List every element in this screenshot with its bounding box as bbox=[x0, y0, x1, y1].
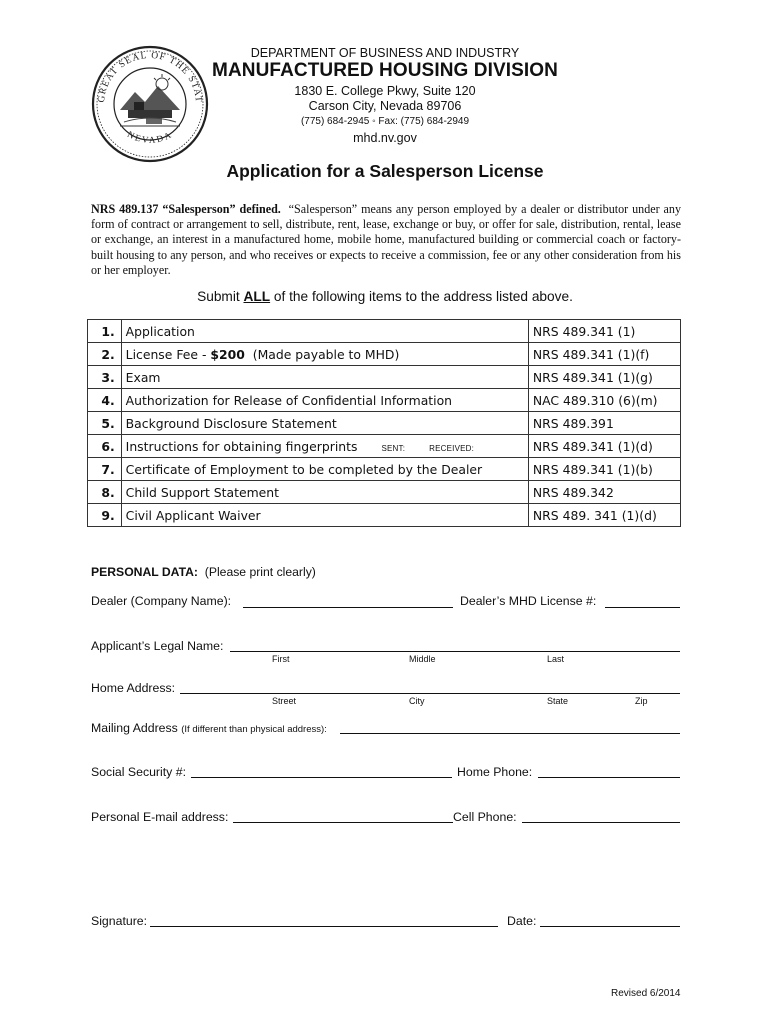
submit-prefix: Submit bbox=[197, 289, 244, 304]
home-address-label: Home Address: bbox=[91, 681, 176, 695]
item-statute: NRS 489.341 (1)(g) bbox=[528, 366, 680, 389]
received-label: RECEIVED: bbox=[429, 443, 475, 453]
table-row bbox=[88, 458, 681, 481]
item-description: Authorization for Release of Confidential Information bbox=[121, 389, 528, 412]
middle-name-caption: Middle bbox=[409, 654, 436, 664]
item-statute: NRS 489.341 (1) bbox=[528, 320, 680, 343]
required-items-table bbox=[87, 319, 681, 527]
table-row bbox=[88, 389, 681, 412]
item-number: 7. bbox=[88, 458, 122, 481]
cell-phone-field[interactable] bbox=[522, 822, 680, 823]
form-title: Application for a Salesperson License bbox=[226, 161, 544, 181]
dealer-label: Dealer (Company Name): bbox=[91, 594, 232, 608]
home-phone-field[interactable] bbox=[538, 777, 680, 778]
zip-caption: Zip bbox=[635, 696, 648, 706]
legal-name-field[interactable] bbox=[230, 651, 680, 652]
table-row bbox=[88, 435, 681, 458]
item-statute: NRS 489.342 bbox=[528, 481, 680, 504]
item-description: Certificate of Employment to be completed by the Dealer bbox=[121, 458, 528, 481]
item-statute: NRS 489.341 (1)(d) bbox=[528, 435, 680, 458]
street-caption: Street bbox=[272, 696, 297, 706]
state-caption: State bbox=[547, 696, 569, 706]
item-number: 5. bbox=[88, 412, 122, 435]
item-number: 4. bbox=[88, 389, 122, 412]
fingerprint-label: Instructions for obtaining fingerprints bbox=[125, 438, 358, 454]
personal-note: (Please print clearly) bbox=[204, 565, 316, 579]
item-description: Civil Applicant Waiver bbox=[121, 504, 528, 527]
table-row bbox=[88, 343, 681, 366]
table-row bbox=[88, 320, 681, 343]
home-address-field[interactable] bbox=[180, 693, 680, 694]
item-statute: NRS 489.341 (1)(f) bbox=[528, 343, 680, 366]
date-field[interactable] bbox=[540, 926, 680, 927]
mailing-address-field[interactable] bbox=[340, 733, 680, 734]
item-description: Background Disclosure Statement bbox=[121, 412, 528, 435]
item-number: 2. bbox=[88, 343, 122, 366]
sent-label: SENT: bbox=[381, 443, 406, 453]
item-number: 8. bbox=[88, 481, 122, 504]
table-row bbox=[88, 412, 681, 435]
dealer-name-field[interactable] bbox=[243, 607, 453, 608]
personal-data-heading bbox=[91, 565, 316, 579]
ssn-field[interactable] bbox=[191, 777, 452, 778]
website: mhd.nv.gov bbox=[353, 131, 417, 145]
city-caption: City bbox=[409, 696, 425, 706]
address-line-1: 1830 E. College Pkwy, Suite 120 bbox=[294, 84, 476, 98]
division-name: MANUFACTURED HOUSING DIVISION bbox=[212, 60, 558, 81]
svg-text:NEVADA: NEVADA bbox=[125, 128, 175, 145]
revision-date: Revised 6/2014 bbox=[611, 988, 681, 999]
item-description bbox=[121, 435, 528, 458]
submit-emphasis: ALL bbox=[243, 289, 271, 304]
fee-label: License Fee - bbox=[125, 346, 211, 362]
item-statute: NRS 489.391 bbox=[528, 412, 680, 435]
date-label: Date: bbox=[507, 914, 537, 928]
mailing-note: (If different than physical address): bbox=[181, 724, 327, 735]
fee-amount: $200 bbox=[210, 346, 245, 362]
dealer-license-field[interactable] bbox=[605, 607, 680, 608]
item-number: 1. bbox=[88, 320, 122, 343]
first-name-caption: First bbox=[272, 654, 290, 664]
table-row bbox=[88, 366, 681, 389]
item-description bbox=[121, 343, 528, 366]
definition-heading: NRS 489.137 “Salesperson” defined. bbox=[91, 202, 281, 216]
table-row bbox=[88, 481, 681, 504]
svg-text:THE GREAT SEAL OF THE STATE OF: GREAT SEAL OF THE STAT bbox=[96, 50, 204, 104]
last-name-caption: Last bbox=[547, 654, 565, 664]
item-description: Child Support Statement bbox=[121, 481, 528, 504]
ssn-label: Social Security #: bbox=[91, 765, 187, 779]
submit-instruction bbox=[0, 289, 770, 304]
item-statute: NRS 489.341 (1)(b) bbox=[528, 458, 680, 481]
email-field[interactable] bbox=[233, 822, 453, 823]
definition-body: “Salesperson” means any person employed by a dealer or distributor under any form of contract or arrangement to sell, distribute, rent, lease, exchange or buy, or offer for sale, distribution, rental, lease or exchange, an interest in a manufactured home, mobile home, manufactured building or commercial coach or factory-built housing to any person, and who receives or expects to receive a commission, fee or any other consideration from his or her employer. bbox=[91, 202, 682, 277]
fee-note: (Made payable to MHD) bbox=[244, 346, 400, 362]
mailing-address-label bbox=[91, 721, 327, 735]
department-name: DEPARTMENT OF BUSINESS AND INDUSTRY bbox=[250, 46, 520, 60]
dealer-license-label: Dealer’s MHD License #: bbox=[460, 594, 597, 608]
item-number: 9. bbox=[88, 504, 122, 527]
cell-phone-label: Cell Phone: bbox=[453, 810, 517, 824]
salesperson-definition bbox=[91, 202, 681, 278]
address-line-2: Carson City, Nevada 89706 bbox=[308, 99, 462, 113]
item-number: 3. bbox=[88, 366, 122, 389]
personal-heading: PERSONAL DATA: bbox=[91, 565, 198, 579]
legal-name-label: Applicant’s Legal Name: bbox=[91, 639, 224, 653]
item-statute: NRS 489. 341 (1)(d) bbox=[528, 504, 680, 527]
email-label: Personal E-mail address: bbox=[91, 810, 229, 824]
signature-field[interactable] bbox=[150, 926, 498, 927]
item-description: Application bbox=[121, 320, 528, 343]
item-statute: NAC 489.310 (6)(m) bbox=[528, 389, 680, 412]
home-phone-label: Home Phone: bbox=[457, 765, 533, 779]
submit-suffix: of the following items to the address listed above. bbox=[270, 289, 573, 304]
mailing-label: Mailing Address bbox=[91, 721, 178, 735]
signature-label: Signature: bbox=[91, 914, 148, 928]
phone-fax: (775) 684-2945 ◦ Fax: (775) 684-2949 bbox=[300, 116, 470, 127]
table-row bbox=[88, 504, 681, 527]
item-description: Exam bbox=[121, 366, 528, 389]
item-number: 6. bbox=[88, 435, 122, 458]
